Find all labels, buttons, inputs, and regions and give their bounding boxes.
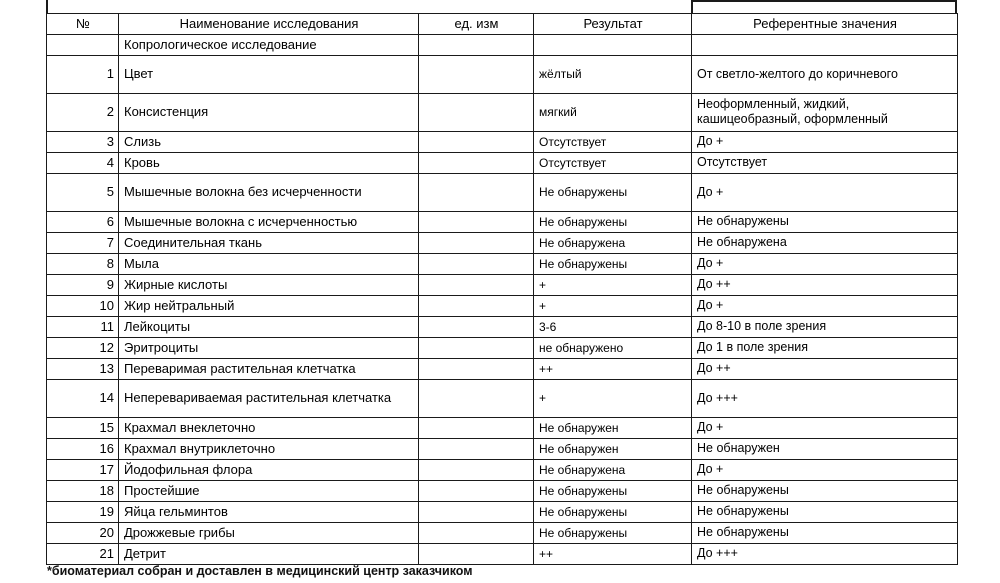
- row-number-cell: 11: [47, 316, 119, 337]
- row-test-name-cell: Жирные кислоты: [119, 274, 419, 295]
- table-row: [47, 417, 958, 438]
- row-number-cell: 4: [47, 152, 119, 173]
- row-result-cell: Не обнаружены: [534, 253, 692, 274]
- row-number-cell: 7: [47, 232, 119, 253]
- row-unit-cell: [419, 316, 534, 337]
- row-result-cell: Не обнаружены: [534, 480, 692, 501]
- table-row: [47, 152, 958, 173]
- table-row: [47, 459, 958, 480]
- row-number-cell: 19: [47, 501, 119, 522]
- row-reference-cell: Не обнаружен: [692, 438, 958, 459]
- row-result-cell: +: [534, 379, 692, 417]
- row-reference-cell: Неоформленный, жидкий, кашицеобразный, оформленный: [692, 93, 958, 131]
- row-number-cell: 20: [47, 522, 119, 543]
- row-result-cell: 3-6: [534, 316, 692, 337]
- row-number-cell: 9: [47, 274, 119, 295]
- table-header: [47, 14, 958, 35]
- table-row: [47, 543, 958, 564]
- row-result-cell: Не обнаружен: [534, 438, 692, 459]
- row-test-name-cell: Цвет: [119, 55, 419, 93]
- row-number-cell: 18: [47, 480, 119, 501]
- section-title-cell: Копрологическое исследование: [119, 34, 419, 55]
- row-result-cell: Не обнаружены: [534, 501, 692, 522]
- row-unit-cell: [419, 274, 534, 295]
- column-header-number: №: [47, 14, 119, 35]
- row-unit-cell: [419, 417, 534, 438]
- row-test-name-cell: Мыла: [119, 253, 419, 274]
- row-reference-cell: Не обнаружены: [692, 480, 958, 501]
- table-row: [47, 480, 958, 501]
- row-number-cell: 10: [47, 295, 119, 316]
- row-unit-cell: [419, 480, 534, 501]
- row-number-cell: 6: [47, 211, 119, 232]
- row-number-cell: 3: [47, 131, 119, 152]
- column-header-result: Результат: [534, 14, 692, 35]
- row-result-cell: Отсутствует: [534, 131, 692, 152]
- row-result-cell: Не обнаружены: [534, 173, 692, 211]
- row-test-name-cell: Яйца гельминтов: [119, 501, 419, 522]
- table-row: [47, 501, 958, 522]
- row-result-cell: ++: [534, 543, 692, 564]
- row-number-cell: 17: [47, 459, 119, 480]
- table-row: [47, 253, 958, 274]
- table-top-right-rule: [691, 0, 957, 2]
- row-number-cell: 5: [47, 173, 119, 211]
- row-reference-cell: От светло-желтого до коричневого: [692, 55, 958, 93]
- row-result-cell: Не обнаружены: [534, 211, 692, 232]
- row-test-name-cell: Йодофильная флора: [119, 459, 419, 480]
- table-top-left-rule: [46, 0, 48, 14]
- row-test-name-cell: Мышечные волокна без исчерченности: [119, 173, 419, 211]
- row-reference-cell: До 8-10 в поле зрения: [692, 316, 958, 337]
- row-number-cell: 8: [47, 253, 119, 274]
- row-unit-cell: [419, 438, 534, 459]
- table-row: [47, 379, 958, 417]
- row-unit-cell: [419, 337, 534, 358]
- row-number-cell: 16: [47, 438, 119, 459]
- row-reference-cell: До +: [692, 459, 958, 480]
- row-reference-cell: До +++: [692, 379, 958, 417]
- row-reference-cell: Не обнаружены: [692, 501, 958, 522]
- row-test-name-cell: Дрожжевые грибы: [119, 522, 419, 543]
- table-row: [47, 55, 958, 93]
- table-row: [47, 93, 958, 131]
- table-row: [47, 131, 958, 152]
- column-header-unit: ед. изм: [419, 14, 534, 35]
- row-result-cell: Не обнаружен: [534, 417, 692, 438]
- row-unit-cell: [419, 55, 534, 93]
- table-body: [47, 34, 958, 564]
- row-unit-cell: [419, 211, 534, 232]
- row-unit-cell: [419, 358, 534, 379]
- row-unit-cell: [419, 131, 534, 152]
- row-number-cell: 14: [47, 379, 119, 417]
- row-result-cell: +: [534, 295, 692, 316]
- row-test-name-cell: Крахмал внутриклеточно: [119, 438, 419, 459]
- row-result-cell: Не обнаружена: [534, 232, 692, 253]
- row-test-name-cell: Простейшие: [119, 480, 419, 501]
- column-header-reference: Референтные значения: [692, 14, 958, 35]
- table-top-far-right-vertical-rule: [955, 0, 957, 14]
- row-number-cell: 12: [47, 337, 119, 358]
- row-test-name-cell: Консистенция: [119, 93, 419, 131]
- row-test-name-cell: Лейкоциты: [119, 316, 419, 337]
- row-reference-cell: Не обнаружены: [692, 522, 958, 543]
- table-row: [47, 295, 958, 316]
- table-row: [47, 337, 958, 358]
- row-unit-cell: [419, 93, 534, 131]
- row-unit-cell: [419, 295, 534, 316]
- row-test-name-cell: Эритроциты: [119, 337, 419, 358]
- row-result-cell: не обнаружено: [534, 337, 692, 358]
- row-result-cell: Отсутствует: [534, 152, 692, 173]
- column-header-test-name: Наименование исследования: [119, 14, 419, 35]
- row-number-cell: 1: [47, 55, 119, 93]
- row-result-cell: ++: [534, 358, 692, 379]
- row-reference-cell: До +: [692, 131, 958, 152]
- table-row: [47, 358, 958, 379]
- row-reference-cell: Не обнаружены: [692, 211, 958, 232]
- row-test-name-cell: Мышечные волокна с исчерченностью: [119, 211, 419, 232]
- row-unit-cell: [419, 501, 534, 522]
- row-test-name-cell: Соединительная ткань: [119, 232, 419, 253]
- table-row: [47, 522, 958, 543]
- coprology-results-table: [46, 13, 958, 565]
- row-reference-cell: До ++: [692, 274, 958, 295]
- row-reference-cell: До ++: [692, 358, 958, 379]
- row-test-name-cell: Неперевариваемая растительная клетчатка: [119, 379, 419, 417]
- row-test-name-cell: Крахмал внеклеточно: [119, 417, 419, 438]
- row-unit-cell: [419, 459, 534, 480]
- row-result-cell: Не обнаружены: [534, 522, 692, 543]
- row-test-name-cell: Слизь: [119, 131, 419, 152]
- row-unit-cell: [419, 173, 534, 211]
- row-reference-cell: До +: [692, 295, 958, 316]
- row-test-name-cell: Переваримая растительная клетчатка: [119, 358, 419, 379]
- table-row: [47, 274, 958, 295]
- section-reference-cell: [692, 34, 958, 55]
- row-result-cell: +: [534, 274, 692, 295]
- row-number-cell: 13: [47, 358, 119, 379]
- section-number-cell: [47, 34, 119, 55]
- row-unit-cell: [419, 152, 534, 173]
- table-row: [47, 173, 958, 211]
- row-reference-cell: Отсутствует: [692, 152, 958, 173]
- row-reference-cell: До +++: [692, 543, 958, 564]
- table-row: [47, 438, 958, 459]
- table-section-row: [47, 34, 958, 55]
- row-reference-cell: До +: [692, 173, 958, 211]
- row-reference-cell: Не обнаружена: [692, 232, 958, 253]
- row-reference-cell: До +: [692, 417, 958, 438]
- table-row: [47, 211, 958, 232]
- row-test-name-cell: Детрит: [119, 543, 419, 564]
- row-unit-cell: [419, 253, 534, 274]
- table-header-row: [47, 14, 958, 35]
- row-reference-cell: До 1 в поле зрения: [692, 337, 958, 358]
- table-top-right-vertical-rule: [691, 0, 693, 14]
- row-test-name-cell: Кровь: [119, 152, 419, 173]
- table-row: [47, 232, 958, 253]
- row-number-cell: 2: [47, 93, 119, 131]
- row-number-cell: 21: [47, 543, 119, 564]
- section-unit-cell: [419, 34, 534, 55]
- section-result-cell: [534, 34, 692, 55]
- footnote-text: *биоматериал собран и доставлен в медицинский центр заказчиком: [47, 564, 473, 578]
- row-result-cell: мягкий: [534, 93, 692, 131]
- row-unit-cell: [419, 543, 534, 564]
- row-result-cell: жёлтый: [534, 55, 692, 93]
- row-number-cell: 15: [47, 417, 119, 438]
- row-result-cell: Не обнаружена: [534, 459, 692, 480]
- row-unit-cell: [419, 232, 534, 253]
- row-unit-cell: [419, 522, 534, 543]
- table-row: [47, 316, 958, 337]
- row-unit-cell: [419, 379, 534, 417]
- row-reference-cell: До +: [692, 253, 958, 274]
- row-test-name-cell: Жир нейтральный: [119, 295, 419, 316]
